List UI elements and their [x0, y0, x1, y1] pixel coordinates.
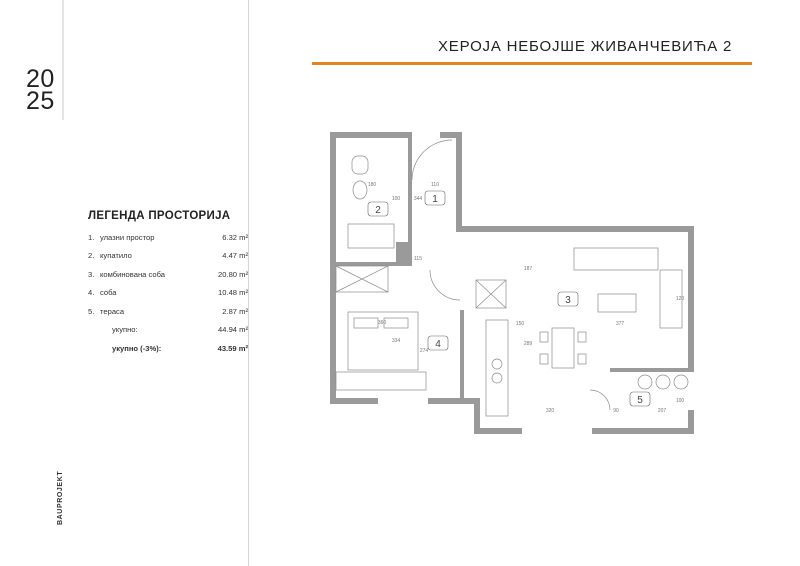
- dimension-label: 377: [615, 321, 625, 327]
- dimension-labels: [368, 182, 685, 414]
- wall: [460, 310, 464, 402]
- dimension-label: 180: [367, 182, 377, 188]
- bathtub: [348, 224, 394, 248]
- pillow: [384, 318, 408, 328]
- wall: [330, 398, 378, 404]
- dimension-label: 115: [414, 256, 422, 262]
- wardrobe: [336, 372, 426, 390]
- room-number-3: 3: [565, 295, 571, 306]
- legend-row: [88, 228, 248, 247]
- legend-row: [88, 284, 248, 303]
- stove-burner: [492, 359, 502, 369]
- sidebar: [0, 0, 248, 566]
- room-area: 2.87 m²: [222, 306, 248, 316]
- room-area: 20.80 m²: [218, 269, 248, 279]
- terrace-chair: [656, 375, 670, 389]
- year-bottom: 25: [26, 87, 55, 115]
- dimension-label: 187: [523, 266, 533, 272]
- legend-total-row: [88, 321, 248, 340]
- wall: [592, 428, 694, 434]
- legend-row: [88, 247, 248, 266]
- room-name: комбинована соба: [100, 269, 165, 279]
- sink: [353, 181, 367, 199]
- sidebar-strip: [62, 0, 64, 120]
- entry-door-swing: [412, 140, 452, 180]
- room-number: 5.: [88, 306, 95, 316]
- legend-net-total-row: [88, 339, 248, 358]
- terrace-door-swing: [590, 390, 610, 410]
- total-value: 44.94 m²: [218, 325, 248, 335]
- page-title: ХЕРОЈА НЕБОЈШЕ ЖИВАНЧЕВИЋА 2: [438, 38, 733, 55]
- room-name: тераса: [100, 306, 125, 316]
- net-total-label: укупно (-3%):: [112, 343, 162, 353]
- room-legend: [88, 210, 248, 358]
- dimension-label: 150: [515, 321, 525, 327]
- room-area: 6.32 m²: [222, 232, 248, 242]
- wall: [330, 132, 336, 404]
- walls: [330, 132, 694, 434]
- wall: [610, 368, 694, 372]
- chair: [540, 354, 548, 364]
- dimension-label: 100: [675, 398, 685, 404]
- room-number-1: 1: [432, 194, 438, 205]
- room-number: 3.: [88, 269, 95, 279]
- terrace-chair: [674, 375, 688, 389]
- wall: [428, 398, 480, 404]
- room-name: купатило: [100, 251, 132, 261]
- stove-burner: [492, 373, 502, 383]
- dimension-label: 334: [391, 338, 401, 344]
- room-number: 2.: [88, 251, 95, 261]
- room-number: 1.: [88, 232, 95, 242]
- pillow: [354, 318, 378, 328]
- wall: [330, 132, 412, 138]
- total-label: укупно:: [112, 325, 138, 335]
- wall: [408, 132, 412, 242]
- chair: [578, 332, 586, 342]
- wall: [456, 132, 462, 232]
- terrace-chair: [638, 375, 652, 389]
- sofa: [574, 248, 658, 270]
- wall: [396, 242, 412, 262]
- dining-table: [552, 328, 574, 368]
- room-area: 10.48 m²: [218, 288, 248, 298]
- toilet: [352, 156, 368, 174]
- dimension-label: 207: [657, 408, 667, 414]
- kitchen-counter: [486, 320, 508, 416]
- dimension-label: 360: [377, 320, 387, 326]
- room-area: 4.47 m²: [222, 251, 248, 261]
- wall: [456, 226, 688, 232]
- room-door-swing: [430, 270, 460, 300]
- room-number-5: 5: [637, 395, 643, 406]
- room-number-2: 2: [375, 205, 381, 216]
- net-total-value: 43.59 m²: [217, 343, 248, 353]
- fixtures: [336, 140, 688, 416]
- dimension-label: 110: [431, 182, 439, 188]
- room-number: 4.: [88, 288, 95, 298]
- wall: [474, 428, 522, 434]
- room-name: улазни простор: [100, 232, 155, 242]
- title-underline: [312, 62, 752, 65]
- floor-plan: [300, 120, 720, 440]
- wall: [336, 262, 412, 266]
- dimension-label: 274: [419, 348, 429, 354]
- year-top: 20: [26, 65, 55, 93]
- wall: [688, 226, 694, 372]
- dimension-label: 289: [523, 341, 533, 347]
- coffee-table: [598, 294, 636, 312]
- sidebar-divider: [248, 0, 249, 566]
- room-number-4: 4: [435, 339, 441, 350]
- brand-label: BAUPROJEKT: [57, 470, 64, 525]
- room-name: соба: [100, 288, 117, 298]
- dimension-label: 120: [675, 296, 685, 302]
- chair: [578, 354, 586, 364]
- legend-title: ЛЕГЕНДА ПРОСТОРИЈА: [88, 210, 231, 222]
- chair: [540, 332, 548, 342]
- legend-row: [88, 302, 248, 321]
- dimension-label: 90: [613, 408, 619, 414]
- dimension-label: 320: [545, 408, 555, 414]
- year-label: [26, 65, 55, 115]
- dimension-label: 344: [413, 196, 423, 202]
- dimension-label: 100: [391, 196, 401, 202]
- legend-row: [88, 265, 248, 284]
